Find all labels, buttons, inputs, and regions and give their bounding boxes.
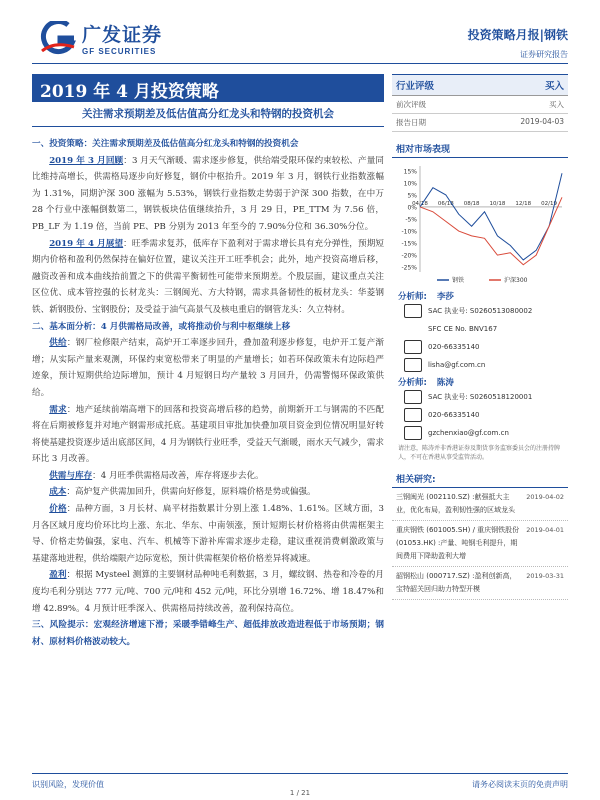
legend-label: 钢铁	[452, 277, 465, 284]
report-title: 2019 年 4 月投资策略	[32, 74, 384, 102]
email-icon	[404, 358, 422, 372]
paragraph-inventory: 供需与库存：4 月旺季供需格局改善，库存将逐步去化。	[49, 470, 264, 481]
analyst-1-name: 李莎	[436, 292, 454, 302]
paragraph-april-outlook: 2019 年 4 月展望：旺季需求复苏，低库存下盈利对于需求增长具有充分弹性，预期短期内价格和盈利仍然保持在偏好位置，建议关注开工旺季机会；此外，地产投资高增后移，融资改善和成本曲线抬前置之下的供需平衡韧性可能带来预期差。个股层面，建议重点关注区位优、成本管控强的长材龙头：三钢闽光、方大特钢，需求具备韧性的板材龙头：华菱钢铁、新钢股份、宝钢股份；及受益于油气高景气及核电重启的钢管龙头：久立特材。	[32, 238, 384, 315]
company-logo	[38, 20, 162, 56]
x-tick-label: 08/18	[463, 200, 480, 207]
paragraph-price: 价格：品种方面，3 月长材、扁平材指数累计分别上涨 1.48%、1.61%。区域方面，3 月各区域月度均价环比均上涨、东北、华东、中南领涨，预计短期长材价格将由供需框架主导、价格走势偏强，家电、汽车、机械等下游补库需求逐步走稳，建议重视消费刺激政策与基建落地进程，供给端限产边际宽松，预计供需框架价格价格差异将减速。	[32, 504, 384, 564]
prev-rating-label: 前次评级	[396, 100, 426, 109]
analyst-2-phone: 020-66335140	[392, 406, 568, 424]
analyst-1-sfc: SFC CE No. BNV167	[392, 320, 568, 338]
analyst-2-email[interactable]: gzchenxiao@gf.com.cn	[392, 424, 568, 442]
header-divider	[32, 63, 568, 64]
logo-text-cn: 广发证券	[82, 24, 163, 46]
related-research-list	[392, 488, 568, 600]
report-subtitle: 关注需求预期差及低估值高分红龙头和特钢的投资机会	[82, 108, 334, 120]
x-tick-label: 02/19	[541, 200, 558, 207]
prev-rating-row	[392, 96, 568, 114]
x-tick-label: 06/18	[437, 200, 454, 207]
id-card-icon	[404, 304, 422, 318]
y-tick-label: -25%	[401, 264, 417, 272]
related-item[interactable]: 韶钢松山 (000717.SZ) :盈利创新高，宝特韶关回归助力特型开模 2019-03-31	[392, 567, 568, 600]
y-tick-label: -10%	[401, 228, 417, 236]
x-tick-label: 04/18	[412, 200, 428, 207]
related-item[interactable]: 重庆钢铁 (601005.SH) / 重庆钢铁股份 (01053.HK) :产量、吨钢毛利提升，期间费用下降助盈利大增 2019-04-01	[392, 521, 568, 567]
sidebar	[392, 74, 568, 600]
x-tick-label: 10/18	[489, 200, 506, 207]
analyst-1-email[interactable]: lisha@gf.com.cn	[392, 356, 568, 374]
section-3-heading: 三、风险提示：宏观经济增速下滑；采暖季错峰生产、超低排放改造进程低于市场预期；钢材、原材料价格波动较大。	[32, 620, 384, 647]
footer-disclaimer: 请务必阅读末页的免责声明	[472, 780, 568, 789]
legend-label: 沪深300	[504, 277, 528, 284]
analyst-1-phone: 020-66335140	[392, 338, 568, 356]
y-tick-label: 15%	[403, 168, 417, 176]
badge-icon	[404, 322, 422, 336]
paragraph-march-review: 2019 年 3 月回顾：3 月天气渐暖、需求逐步修复，供给端受限环保约束较松、产量同比维持高增长，供需格局逐步向好修复，钢价中枢抬升。2019 年 3 月，钢铁行业指数涨幅为 1.31%，同期沪深 300 涨幅为 5.53%，钢铁行业指数走势弱于沪深 300 指数，在中万 28 个行业中涨幅倒数第二，钢铁板块估值继续抬升，3 月 29 日，PE_TTM 为 7.56 倍，PB_LF 为 1.19 倍，当前 PE、PB 分别为 2013 年至今的 7.90%分位和 36.30%分位。	[32, 155, 385, 232]
x-tick-label: 12/18	[515, 200, 532, 207]
y-tick-label: -5%	[405, 216, 417, 224]
paragraph-supply: 供给：钢厂检修限产结束，高炉开工率逐步回升，叠加盈利逐步修复，电炉开工复产渐增；从实际产量来观测，环保约束宽松带来了明显的产量增长；如若环保政策未有边际趋严迹象，预计短期供给边际增加，预计 4 月短钢日均产量较 3 月回升，仍需警惕环保政策供给。	[32, 338, 384, 398]
report-date-label: 报告日期	[396, 118, 426, 127]
rating-value: 买入	[544, 81, 564, 92]
related-item[interactable]: 三钢闽光 (002110.SZ) :献强抵大主业，优化布局，盈利韧性强的区域龙头 2019-04-02	[392, 488, 568, 521]
phone-icon	[404, 408, 422, 422]
paragraph-profit: 盈利：根据 Mysteel 测算的主要钢材品种吨毛利数据，3 月，螺纹钢、热卷和冷卷的月度均毛利分别达 777 元/吨、700 元/吨和 452 元/吨，环比分别增 16.72%、增 18.47%和增 42.89%。4 月预计旺季深入、供需格局持续改善，盈利保持高位。	[32, 570, 384, 614]
analyst-disclaimer-note: 请注意，陈涛并非香港证券及期货事务监察委员会的注册持牌人，不可在香港从事受监管活动。	[398, 445, 561, 461]
analyst-1-header: 分析师: 李莎	[398, 292, 454, 302]
report-date-value: 2019-04-03	[520, 117, 564, 126]
y-tick-label: 5%	[407, 192, 417, 200]
paragraph-cost: 成本：高炉复产供需加回升，供需向好修复，原料端价格是势或偏强。	[49, 487, 316, 498]
section-2-heading: 二、基本面分析：4 月供需格局改善，或将推动价与利中枢继续上移	[32, 321, 291, 332]
chart-svg	[392, 160, 568, 288]
paragraph-demand: 需求：地产延续前端高增下的回落和投资高增后移的趋势，前期新开工与钢需的不匹配将在后期被修复并对地产钢需形成托底。基建项目审批加快叠加项目资金到位情况明显好转将使基建投资逐步适出底部区间，4 月为钢铁行业旺季，受益天气渐暖，雨水天气减少，需求环比 3 月改善。	[32, 404, 384, 465]
analyst-2-name: 陈涛	[436, 378, 454, 388]
related-research-title: 相关研究:	[392, 470, 568, 488]
subtitle-divider	[32, 126, 384, 127]
y-tick-label: -15%	[401, 240, 417, 248]
footer-slogan: 识别风险，发现价值	[32, 780, 104, 789]
y-tick-label: 0%	[407, 204, 417, 212]
series-line-1	[420, 197, 562, 264]
y-tick-label: -20%	[401, 252, 417, 260]
email-icon	[404, 426, 422, 440]
relative-performance-chart	[392, 160, 568, 288]
rating-label: 行业评级	[396, 81, 435, 92]
report-type: 证券研究报告	[520, 50, 568, 59]
report-date-row	[392, 114, 568, 132]
logo-text-en: GF SECURITIES	[82, 47, 157, 56]
page-number: 1 / 21	[289, 789, 311, 797]
gf-logo-icon	[38, 21, 78, 55]
analyst-2-header: 分析师: 陈涛	[398, 378, 454, 388]
market-chart-title: 相对市场表现	[392, 140, 568, 158]
analyst-1-sac: SAC 执业号: S0260513080002	[392, 302, 568, 320]
footer-divider	[32, 773, 568, 774]
report-category: 投资策略月报|钢铁	[467, 28, 568, 42]
id-card-icon	[404, 390, 422, 404]
phone-icon	[404, 340, 422, 354]
main-content	[32, 136, 384, 650]
analyst-2-sac: SAC 执业号: S0260518120001	[392, 388, 568, 406]
rating-row	[392, 74, 568, 96]
prev-rating-value: 买入	[549, 100, 564, 109]
section-1-heading: 一、投资策略：关注需求预期差及低估值高分红龙头和特钢的投资机会	[32, 139, 299, 149]
y-tick-label: 10%	[403, 180, 417, 188]
